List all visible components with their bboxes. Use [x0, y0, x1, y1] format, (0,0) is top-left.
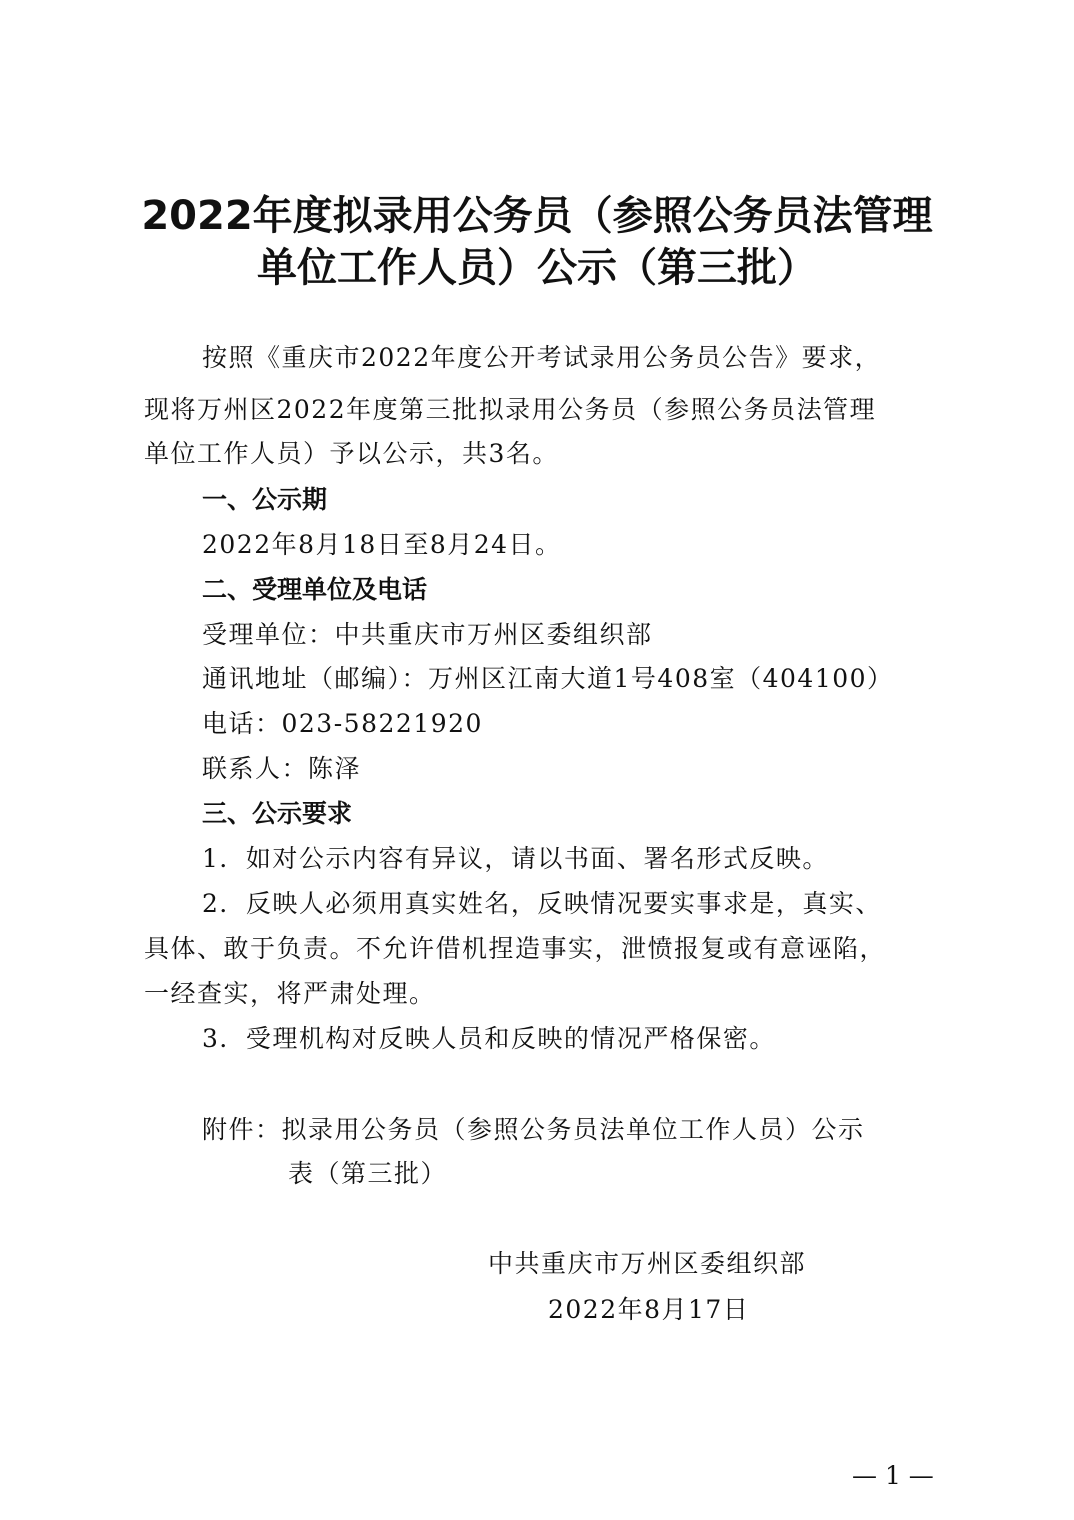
- page-title-line-2: 单位工作人员）公示（第三批）: [257, 245, 817, 291]
- section-heading-1: 一、公示期: [202, 485, 328, 514]
- publicity-period-text: 2022年8月18日至8月24日。: [202, 530, 562, 559]
- requirement-item-3: 3．受理机构对反映人员和反映的情况严格保密。: [202, 1024, 776, 1053]
- intro-line-2: 现将万州区2022年度第三批拟录用公务员（参照公务员法管理: [144, 395, 877, 424]
- signature-org: 中共重庆市万州区委组织部: [488, 1249, 807, 1278]
- signature-date: 2022年8月17日: [548, 1295, 750, 1324]
- page-title-line-1: 2022年度拟录用公务员（参照公务员法管理: [141, 193, 933, 239]
- section-heading-2: 二、受理单位及电话: [202, 575, 428, 604]
- requirement-item-2-line-3: 一经查实，将严肃处理。: [144, 979, 436, 1008]
- phone-text: 电话：023-58221920: [202, 709, 483, 738]
- page-number: — 1 —: [852, 1461, 934, 1490]
- requirement-item-2-line-2: 具体、敢于负责。不允许借机捏造事实，泄愤报复或有意诬陷，: [144, 934, 887, 963]
- receiving-unit-text: 受理单位：中共重庆市万州区委组织部: [202, 620, 653, 649]
- attachment-line-1: 附件：拟录用公务员（参照公务员法单位工作人员）公示: [202, 1115, 865, 1144]
- mailing-address-text: 通讯地址（邮编）：万州区江南大道1号408室（404100）: [202, 664, 894, 693]
- contact-person-text: 联系人：陈泽: [202, 754, 362, 783]
- intro-line-1: 按照《重庆市2022年度公开考试录用公务员公告》要求，: [202, 343, 882, 372]
- section-heading-3: 三、公示要求: [202, 799, 353, 828]
- attachment-line-2: 表（第三批）: [288, 1159, 448, 1188]
- requirement-item-2-line-1: 2．反映人必须用真实姓名，反映情况要实事求是，真实、: [202, 889, 882, 918]
- intro-line-3: 单位工作人员）予以公示，共3名。: [144, 439, 559, 468]
- requirement-item-1: 1．如对公示内容有异议，请以书面、署名形式反映。: [202, 844, 829, 873]
